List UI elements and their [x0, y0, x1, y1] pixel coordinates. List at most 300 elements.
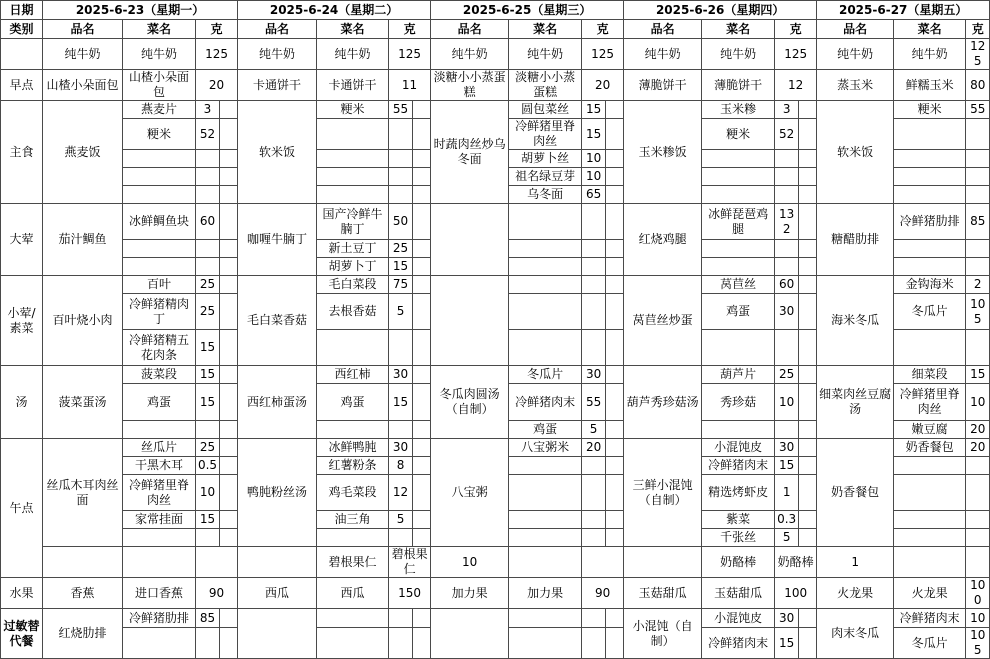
gram-cell: 25	[196, 294, 220, 330]
gram-cell: 15	[389, 258, 413, 276]
small-item: 百叶烧小肉	[43, 276, 123, 366]
dish-cell	[317, 150, 389, 168]
gram-cell: 10	[196, 475, 220, 511]
dish-cell: 冬瓜片	[894, 294, 966, 330]
gram-spare	[220, 204, 238, 240]
gram-cell: 105	[966, 294, 990, 330]
dish-cell	[702, 258, 775, 276]
gram-spare	[606, 258, 624, 276]
gram-spare	[799, 119, 817, 150]
dish-cell: 鸡蛋	[702, 294, 775, 330]
dish-cell: 鸡蛋	[317, 384, 389, 421]
gram-cell	[196, 547, 238, 578]
dish-cell	[509, 529, 582, 547]
dish-cell: 新土豆丁	[317, 240, 389, 258]
gram-spare	[606, 421, 624, 439]
gram-cell	[196, 628, 220, 659]
dish-cell: 百叶	[123, 276, 196, 294]
gram-spare	[606, 204, 624, 240]
gram-cell	[582, 511, 606, 529]
gram-cell	[775, 258, 799, 276]
snack-item: 丝瓜木耳肉丝面	[43, 439, 123, 547]
date-row	[1, 1, 990, 20]
gram-cell: 55	[966, 101, 990, 119]
gram-spare	[413, 384, 431, 421]
gram-spare	[220, 330, 238, 366]
gram-cell: 105	[966, 628, 990, 659]
small-item	[431, 276, 509, 366]
gram-spare	[220, 150, 238, 168]
gram-cell: 25	[389, 240, 413, 258]
col-item: 品名	[238, 20, 317, 39]
fruit-row	[1, 578, 990, 609]
gram-cell	[775, 240, 799, 258]
allergy-item	[431, 609, 509, 659]
item-cell: 玉菇甜瓜	[624, 578, 702, 609]
dish-cell: 紫菜	[702, 511, 775, 529]
gram-spare	[799, 511, 817, 529]
gram-spare	[413, 439, 431, 457]
snack-item: 三鲜小混饨（自制）	[624, 439, 702, 547]
dish-cell	[317, 186, 389, 204]
dish-cell: 奶酪棒	[702, 547, 775, 578]
gram-spare	[413, 150, 431, 168]
gram-spare	[799, 258, 817, 276]
dish-cell	[702, 421, 775, 439]
gram-spare	[220, 475, 238, 511]
gram-cell	[775, 186, 799, 204]
dish-cell: 山楂小朵面包	[123, 70, 196, 101]
dish-cell	[317, 421, 389, 439]
col-dish: 菜名	[509, 20, 582, 39]
snack-extra-row	[1, 547, 990, 578]
dish-cell: 燕麦片	[123, 101, 196, 119]
col-item: 品名	[624, 20, 702, 39]
dish-cell	[509, 240, 582, 258]
gram-spare	[220, 384, 238, 421]
gram-cell: 100	[775, 578, 817, 609]
gram-cell	[582, 628, 606, 659]
col-item: 品名	[43, 20, 123, 39]
date-label: 日期	[1, 1, 43, 20]
gram-cell	[196, 421, 220, 439]
dish-cell	[894, 511, 966, 529]
gram-cell: 75	[389, 276, 413, 294]
gram-cell	[196, 168, 220, 186]
allergy-item	[238, 609, 317, 659]
gram-cell: 30	[775, 294, 799, 330]
dish-cell: 莴苣丝	[702, 276, 775, 294]
col-dish: 菜名	[894, 20, 966, 39]
gram-spare	[413, 366, 431, 384]
gram-spare	[220, 294, 238, 330]
gram-cell: 25	[775, 366, 799, 384]
dish-cell	[894, 529, 966, 547]
gram-cell: 65	[582, 186, 606, 204]
gram-spare	[606, 294, 624, 330]
gram-cell	[389, 529, 413, 547]
staple-item: 玉米糁饭	[624, 101, 702, 204]
dish-cell: 纯牛奶	[894, 39, 966, 70]
gram-spare	[606, 475, 624, 511]
gram-cell	[966, 258, 990, 276]
breakfast-row	[1, 70, 990, 101]
dish-cell: 去根香菇	[317, 294, 389, 330]
gram-spare	[220, 366, 238, 384]
dish-cell: 薄脆饼干	[702, 70, 775, 101]
gram-cell: 150	[389, 578, 431, 609]
dish-cell: 圆包菜丝	[509, 101, 582, 119]
gram-cell	[966, 150, 990, 168]
staple-row	[1, 101, 990, 119]
gram-cell	[389, 609, 413, 628]
item-cell: 纯牛奶	[817, 39, 894, 70]
gram-spare	[606, 439, 624, 457]
gram-cell: 5	[775, 529, 799, 547]
gram-spare	[606, 511, 624, 529]
dish-cell: 干黑木耳	[123, 457, 196, 475]
category-fruit: 水果	[1, 578, 43, 609]
category-snack: 午点	[1, 439, 43, 578]
dish-cell	[123, 421, 196, 439]
dish-cell: 油三角	[317, 511, 389, 529]
gram-spare	[799, 439, 817, 457]
gram-spare	[220, 258, 238, 276]
gram-cell	[966, 457, 990, 475]
snack-item: 奶香餐包	[817, 439, 894, 547]
col-dish: 菜名	[702, 20, 775, 39]
gram-cell: 20	[582, 439, 606, 457]
gram-cell	[196, 240, 220, 258]
gram-spare	[799, 294, 817, 330]
column-header-row	[1, 20, 990, 39]
item-cell: 火龙果	[817, 578, 894, 609]
dish-cell: 冷鲜猪精五花肉条	[123, 330, 196, 366]
dish-cell	[894, 258, 966, 276]
dish-cell: 冷鲜猪里脊肉丝	[894, 384, 966, 421]
gram-cell: 125	[196, 39, 238, 70]
dish-cell	[702, 240, 775, 258]
gram-cell	[196, 258, 220, 276]
gram-cell: 10	[775, 384, 799, 421]
gram-spare	[220, 529, 238, 547]
col-gram: 克	[389, 20, 431, 39]
dish-cell	[123, 258, 196, 276]
gram-cell	[966, 186, 990, 204]
gram-spare	[413, 276, 431, 294]
dish-cell	[123, 150, 196, 168]
snack-row	[1, 439, 990, 457]
col-item: 品名	[817, 20, 894, 39]
dish-cell	[894, 240, 966, 258]
dish-cell	[509, 511, 582, 529]
gram-spare	[606, 240, 624, 258]
dish-cell: 鲜糯玉米	[894, 70, 966, 101]
gram-cell: 15	[775, 457, 799, 475]
dish-cell	[894, 475, 966, 511]
soup-item: 菠菜蛋汤	[43, 366, 123, 439]
dish-cell	[509, 628, 582, 659]
gram-cell	[582, 294, 606, 330]
item-cell: 山楂小朵面包	[43, 70, 123, 101]
gram-cell	[775, 168, 799, 186]
dish-cell: 胡萝卜丁	[317, 258, 389, 276]
gram-cell: 15	[582, 119, 606, 150]
dish-cell: 丝瓜片	[123, 439, 196, 457]
dish-cell: 碧根果仁	[317, 547, 389, 578]
gram-cell	[582, 276, 606, 294]
dish-cell	[317, 168, 389, 186]
gram-cell: 80	[966, 70, 990, 101]
item-cell	[238, 547, 317, 578]
gram-spare	[799, 366, 817, 384]
dish-cell	[509, 547, 582, 578]
gram-spare	[220, 609, 238, 628]
meat-item: 咖喱牛腩丁	[238, 204, 317, 276]
gram-spare	[799, 150, 817, 168]
dish-cell: 冷鲜猪肉末	[702, 457, 775, 475]
gram-cell: 100	[966, 578, 990, 609]
small-item: 莴苣丝炒蛋	[624, 276, 702, 366]
gram-cell: 15	[196, 330, 220, 366]
milk-row	[1, 39, 990, 70]
category-allergy: 过敏替代餐	[1, 609, 43, 659]
gram-cell: 15	[966, 366, 990, 384]
gram-cell: 30	[389, 366, 413, 384]
gram-spare	[413, 186, 431, 204]
gram-cell: 125	[389, 39, 431, 70]
gram-cell	[582, 547, 624, 578]
gram-cell	[389, 150, 413, 168]
gram-cell	[582, 258, 606, 276]
dish-cell: 纯牛奶	[317, 39, 389, 70]
dish-cell: 小混饨皮	[702, 439, 775, 457]
dish-cell	[123, 628, 196, 659]
category-small-meat: 小荤/素菜	[1, 276, 43, 366]
gram-cell	[196, 186, 220, 204]
dish-cell: 粳米	[123, 119, 196, 150]
snack-item: 鸭肫粉丝汤	[238, 439, 317, 547]
gram-cell: 2	[966, 276, 990, 294]
gram-cell: 30	[389, 439, 413, 457]
small-item: 海米冬瓜	[817, 276, 894, 366]
gram-cell: 125	[775, 39, 817, 70]
gram-cell	[966, 119, 990, 150]
gram-cell: 12	[389, 475, 413, 511]
dish-cell: 淡糖小小蒸蛋糕	[509, 70, 582, 101]
dish-cell: 冷鲜猪里脊肉丝	[123, 475, 196, 511]
dish-cell: 纯牛奶	[702, 39, 775, 70]
gram-cell	[966, 330, 990, 366]
item-cell: 纯牛奶	[43, 39, 123, 70]
dish-cell: 卡通饼干	[317, 70, 389, 101]
dish-cell	[123, 186, 196, 204]
gram-spare	[220, 457, 238, 475]
meat-item: 茄汁鲷鱼	[43, 204, 123, 276]
item-cell: 1	[817, 547, 894, 578]
gram-cell	[389, 628, 413, 659]
dish-cell: 金钩海米	[894, 276, 966, 294]
gram-spare	[413, 294, 431, 330]
dish-cell: 秀珍菇	[702, 384, 775, 421]
gram-cell: 30	[775, 439, 799, 457]
gram-cell	[582, 240, 606, 258]
gram-spare	[413, 628, 431, 659]
day-mon: 2025-6-23（星期一）	[43, 1, 238, 20]
gram-spare	[799, 330, 817, 366]
gram-cell: 3	[196, 101, 220, 119]
dish-cell	[509, 204, 582, 240]
col-gram: 克	[775, 20, 817, 39]
gram-spare	[799, 421, 817, 439]
dish-cell	[702, 168, 775, 186]
gram-spare	[220, 240, 238, 258]
dish-cell: 鸡毛菜段	[317, 475, 389, 511]
col-gram: 克	[966, 20, 990, 39]
gram-cell	[966, 547, 990, 578]
staple-item: 软米饭	[817, 101, 894, 204]
gram-cell: 12	[775, 70, 817, 101]
dish-cell	[894, 168, 966, 186]
dish-cell: 冰鲜鲷鱼块	[123, 204, 196, 240]
dish-cell: 鸡蛋	[509, 421, 582, 439]
gram-spare	[220, 276, 238, 294]
gram-cell: 85	[966, 204, 990, 240]
category-staple: 主食	[1, 101, 43, 204]
allergy-item: 小混饨（自制）	[624, 609, 702, 659]
gram-cell: 15	[196, 511, 220, 529]
gram-spare	[220, 628, 238, 659]
gram-cell: 125	[966, 39, 990, 70]
gram-spare	[606, 150, 624, 168]
gram-spare	[606, 186, 624, 204]
meat-item: 糖醋肋排	[817, 204, 894, 276]
day-thu: 2025-6-26（星期四）	[624, 1, 817, 20]
dish-cell	[123, 529, 196, 547]
col-dish: 菜名	[317, 20, 389, 39]
gram-spare	[799, 186, 817, 204]
gram-spare	[413, 240, 431, 258]
category-breakfast: 早点	[1, 70, 43, 101]
gram-spare	[799, 475, 817, 511]
gram-spare	[220, 421, 238, 439]
gram-spare	[413, 101, 431, 119]
dish-cell	[894, 547, 966, 578]
dish-cell: 细菜段	[894, 366, 966, 384]
gram-cell	[966, 168, 990, 186]
meat-item: 红烧鸡腿	[624, 204, 702, 276]
gram-spare	[413, 457, 431, 475]
dish-cell	[894, 150, 966, 168]
gram-cell: 5	[582, 421, 606, 439]
gram-spare	[220, 186, 238, 204]
gram-spare	[606, 101, 624, 119]
gram-cell: 15	[196, 384, 220, 421]
gram-spare	[799, 101, 817, 119]
meat-item	[431, 204, 509, 276]
gram-cell: 125	[582, 39, 624, 70]
dish-cell: 冷鲜猪肉末	[509, 384, 582, 421]
dish-cell: 进口香蕉	[123, 578, 196, 609]
dish-cell	[702, 186, 775, 204]
dish-cell	[123, 240, 196, 258]
gram-cell	[966, 475, 990, 511]
gram-cell: 3	[775, 101, 799, 119]
gram-spare	[799, 168, 817, 186]
gram-cell: 15	[196, 366, 220, 384]
dish-cell: 粳米	[702, 119, 775, 150]
gram-spare	[413, 168, 431, 186]
dish-cell: 嫩豆腐	[894, 421, 966, 439]
gram-cell: 30	[775, 609, 799, 628]
dish-cell: 千张丝	[702, 529, 775, 547]
item-cell: 纯牛奶	[431, 39, 509, 70]
dish-cell: 西瓜	[317, 578, 389, 609]
soup-row	[1, 366, 990, 384]
meat-row	[1, 204, 990, 240]
gram-cell	[196, 150, 220, 168]
dish-cell: 冬瓜片	[894, 628, 966, 659]
gram-spare	[799, 457, 817, 475]
gram-cell	[389, 330, 413, 366]
gram-spare	[220, 511, 238, 529]
dish-cell: 冷鲜猪肋排	[894, 204, 966, 240]
dish-cell	[702, 330, 775, 366]
col-dish: 菜名	[123, 20, 196, 39]
gram-cell	[582, 609, 606, 628]
col-gram: 克	[196, 20, 238, 39]
gram-spare	[799, 384, 817, 421]
gram-spare	[220, 168, 238, 186]
snack-item: 八宝粥	[431, 439, 509, 547]
gram-cell	[966, 529, 990, 547]
dish-cell: 毛白菜段	[317, 276, 389, 294]
gram-spare	[220, 439, 238, 457]
gram-cell	[389, 421, 413, 439]
gram-spare	[606, 330, 624, 366]
gram-cell	[966, 511, 990, 529]
dish-cell	[509, 457, 582, 475]
dish-cell: 祖名绿豆芽	[509, 168, 582, 186]
dish-cell	[702, 150, 775, 168]
dish-cell: 葫芦片	[702, 366, 775, 384]
category-soup: 汤	[1, 366, 43, 439]
gram-cell: 15	[582, 101, 606, 119]
dish-cell: 冰鲜琵琶鸡腿	[702, 204, 775, 240]
dish-cell	[317, 119, 389, 150]
dish-cell: 纯牛奶	[509, 39, 582, 70]
gram-cell: 50	[389, 204, 413, 240]
gram-cell: 52	[196, 119, 220, 150]
gram-cell: 60	[196, 204, 220, 240]
day-wed: 2025-6-25（星期三）	[431, 1, 624, 20]
dish-cell: 冷鲜猪里脊肉丝	[509, 119, 582, 150]
item-cell: 蒸玉米	[817, 70, 894, 101]
item-cell: 卡通饼干	[238, 70, 317, 101]
gram-spare	[220, 101, 238, 119]
gram-cell: 30	[582, 366, 606, 384]
gram-spare	[799, 240, 817, 258]
dish-cell: 冷鲜猪肉末	[894, 609, 966, 628]
dish-cell	[317, 529, 389, 547]
dish-cell: 精选烤虾皮	[702, 475, 775, 511]
gram-cell: 55	[582, 384, 606, 421]
gram-cell	[196, 529, 220, 547]
gram-spare	[799, 204, 817, 240]
gram-spare	[413, 330, 431, 366]
staple-item: 时蔬肉丝炒乌冬面	[431, 101, 509, 204]
category-milk	[1, 39, 43, 70]
